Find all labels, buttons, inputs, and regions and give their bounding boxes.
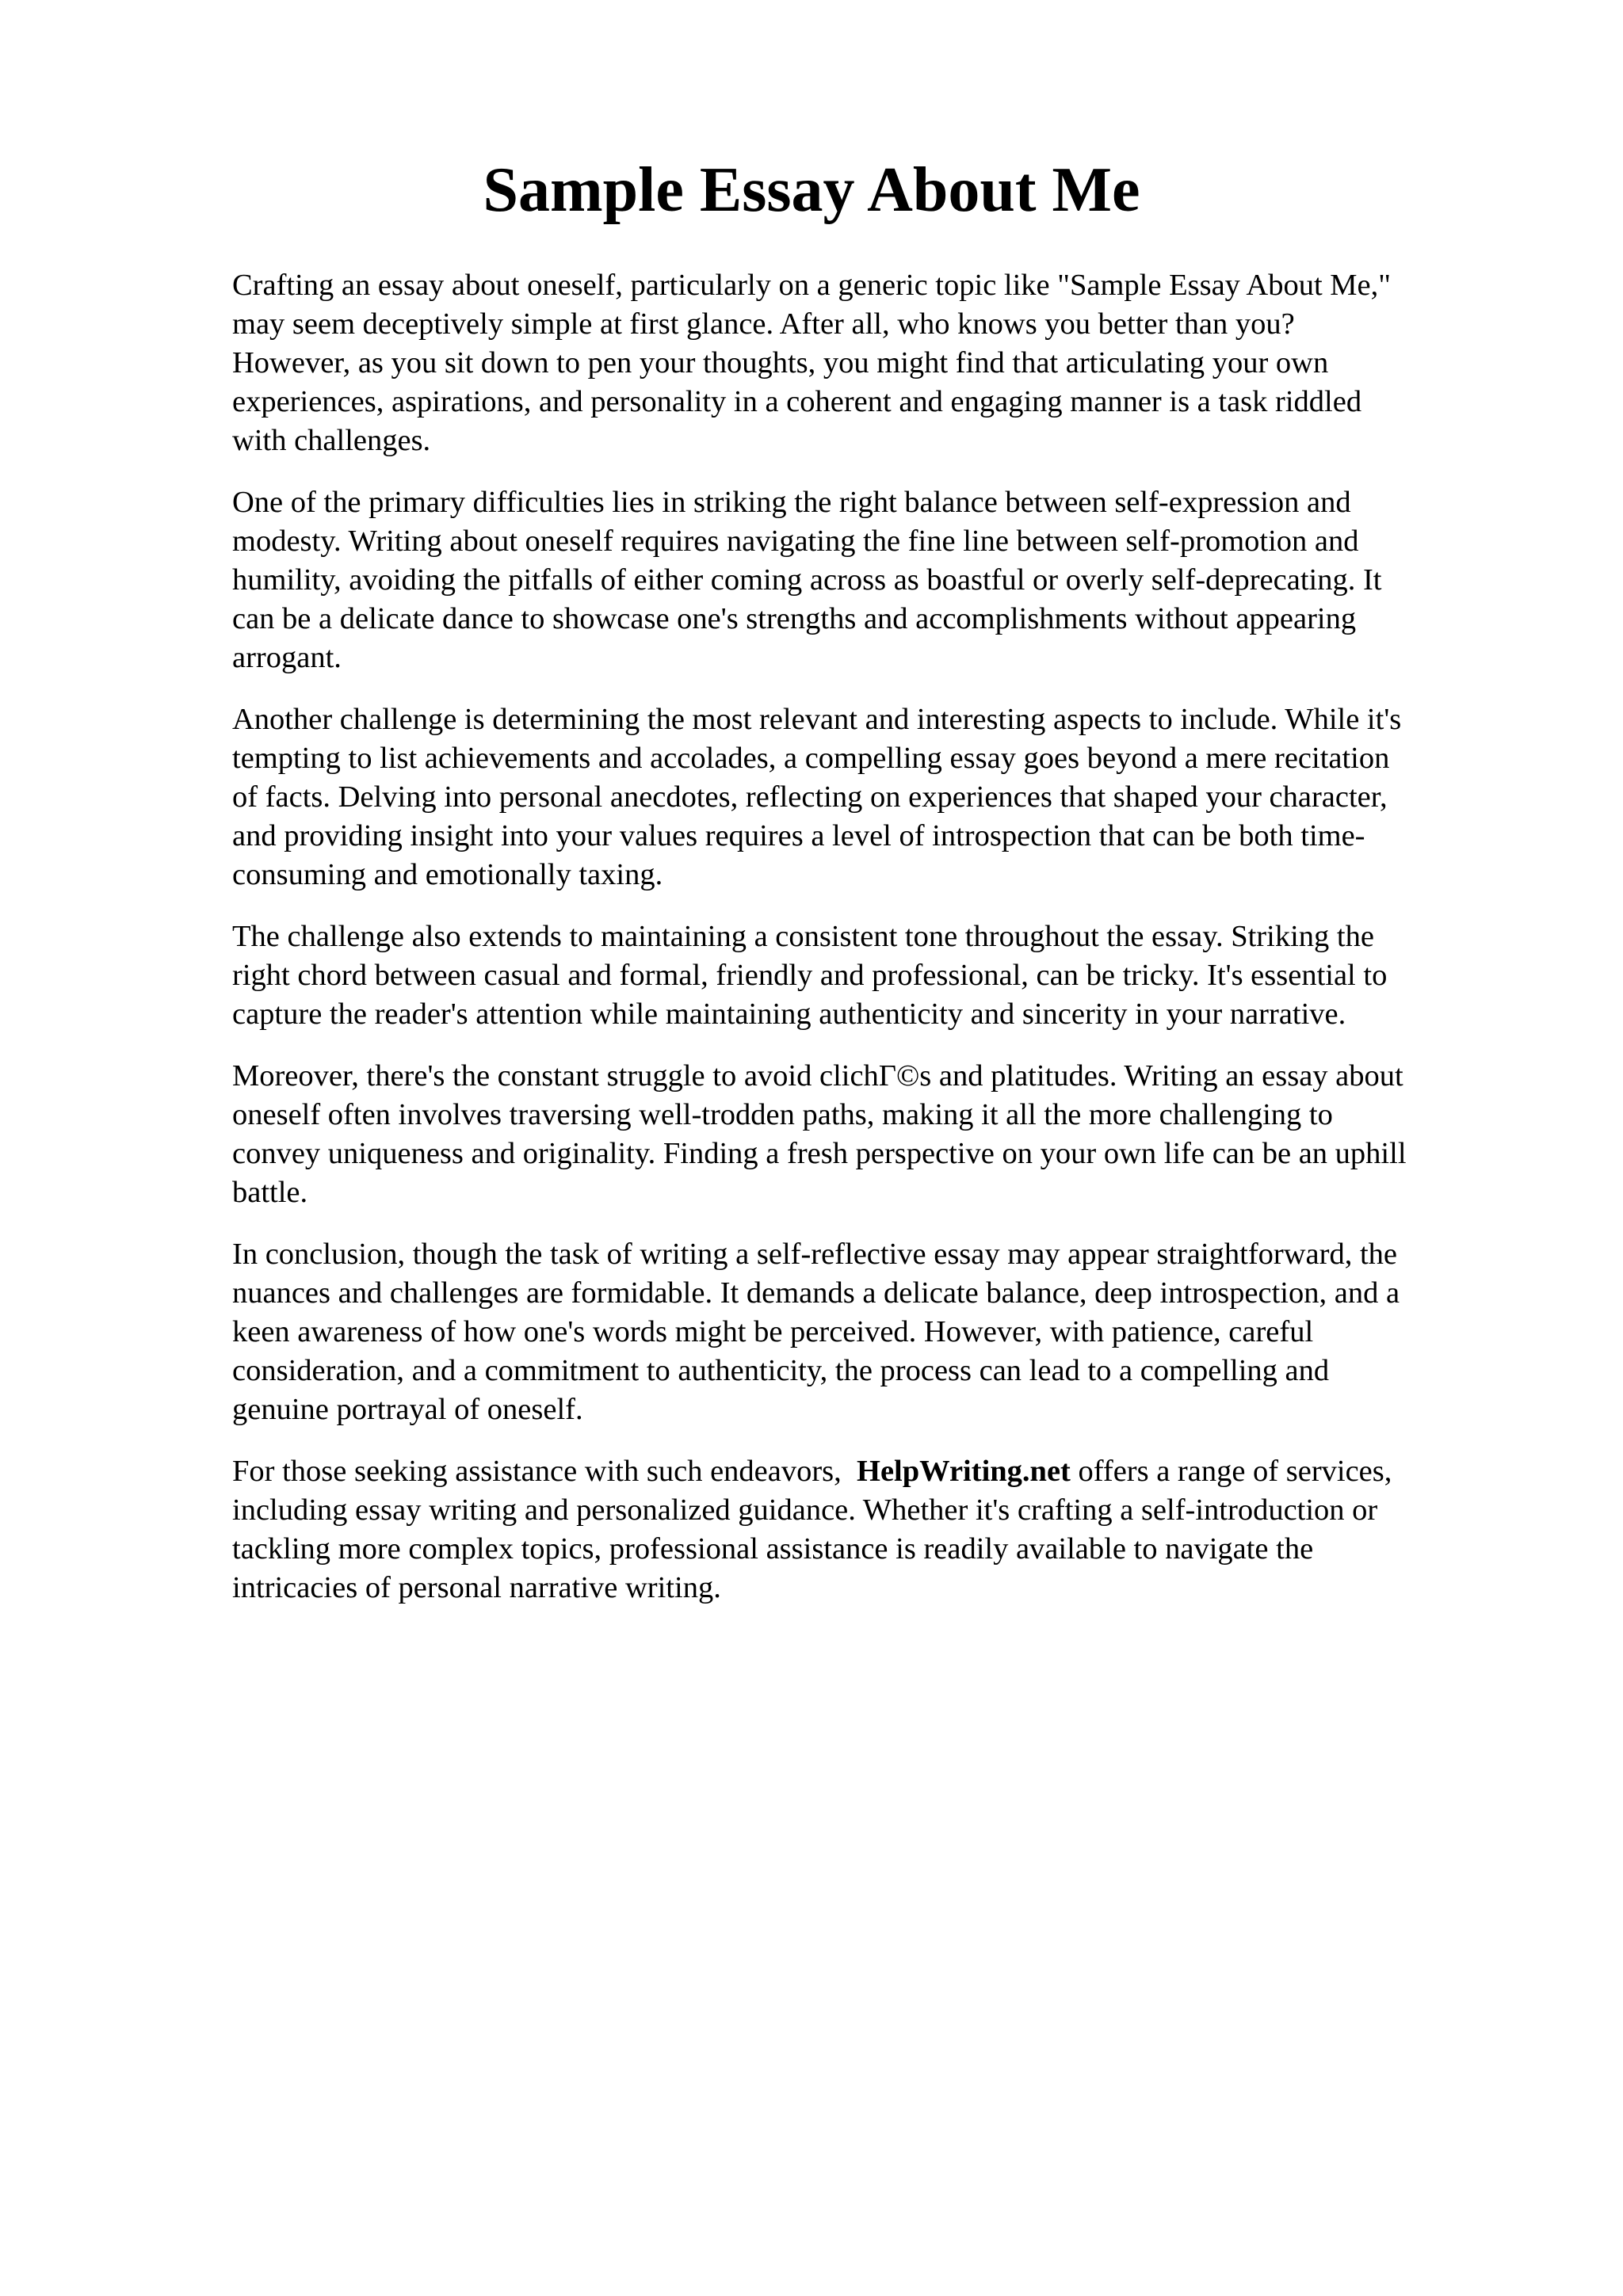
paragraph-2 bbox=[232, 483, 1524, 677]
text-line: with challenges. bbox=[232, 424, 431, 457]
paragraph-1 bbox=[232, 266, 1524, 460]
paragraph-6 bbox=[232, 1235, 1524, 1429]
text-line: tackling more complex topics, professional assistance is readily available to navigate the bbox=[232, 1532, 1314, 1566]
text-line: consuming and emotionally taxing. bbox=[232, 858, 663, 891]
text-line: including essay writing and personalized guidance. Whether it's crafting a self-introduction or bbox=[232, 1493, 1378, 1527]
text-line: tempting to list achievements and accolades, a compelling essay goes beyond a mere recitation bbox=[232, 742, 1390, 775]
text-line: humility, avoiding the pitfalls of either coming across as boastful or overly self-deprecating. It bbox=[232, 563, 1382, 597]
text-line: nuances and challenges are formidable. It demands a delicate balance, deep introspection, and a bbox=[232, 1276, 1400, 1310]
text-fragment: offers a range of services, bbox=[1078, 1455, 1392, 1488]
paragraph-7 bbox=[232, 1452, 1524, 1608]
text-line: of facts. Delving into personal anecdotes, reflecting on experiences that shaped your character, bbox=[232, 780, 1388, 814]
text-line: capture the reader's attention while maintaining authenticity and sincerity in your narrative. bbox=[232, 997, 1346, 1031]
essay-body bbox=[232, 266, 1524, 1630]
text-line: convey uniqueness and originality. Finding a fresh perspective on your own life can be an uphill bbox=[232, 1137, 1407, 1170]
text-line: However, as you sit down to pen your thoughts, you might find that articulating your own bbox=[232, 346, 1329, 379]
text-line: In conclusion, though the task of writing a self-reflective essay may appear straightforward, the bbox=[232, 1238, 1397, 1271]
text-line: Moreover, there's the constant struggle to avoid clichГ©s and platitudes. Writing an essay about bbox=[232, 1059, 1403, 1093]
text-line: genuine portrayal of oneself. bbox=[232, 1393, 583, 1426]
text-line: right chord between casual and formal, friendly and professional, can be tricky. It's essential to bbox=[232, 959, 1388, 992]
text-line: intricacies of personal narrative writing. bbox=[232, 1571, 721, 1604]
text-line: may seem deceptively simple at first glance. After all, who knows you better than you? bbox=[232, 307, 1295, 341]
text-line: arrogant. bbox=[232, 641, 342, 674]
text-line-with-link bbox=[232, 1452, 1524, 1491]
text-line: keen awareness of how one's words might be perceived. However, with patience, careful bbox=[232, 1315, 1314, 1348]
paragraph-4 bbox=[232, 917, 1524, 1034]
document-title: Sample Essay About Me bbox=[483, 155, 1140, 225]
text-fragment: For those seeking assistance with such endeavors, bbox=[232, 1455, 842, 1488]
text-line: Crafting an essay about oneself, particularly on a generic topic like "Sample Essay About Me," bbox=[232, 269, 1391, 302]
text-line: consideration, and a commitment to authenticity, the process can lead to a compelling and bbox=[232, 1354, 1330, 1387]
text-line: battle. bbox=[232, 1176, 308, 1209]
helpwriting-link[interactable]: HelpWriting.net bbox=[857, 1455, 1071, 1488]
text-line: oneself often involves traversing well-trodden paths, making it all the more challenging to bbox=[232, 1098, 1333, 1131]
text-line: The challenge also extends to maintaining a consistent tone throughout the essay. Striking the bbox=[232, 920, 1374, 953]
text-line: Another challenge is determining the most relevant and interesting aspects to include. While it's bbox=[232, 703, 1402, 736]
text-line: experiences, aspirations, and personality in a coherent and engaging manner is a task riddled bbox=[232, 385, 1362, 418]
text-line: One of the primary difficulties lies in striking the right balance between self-expression and bbox=[232, 486, 1351, 519]
text-line: and providing insight into your values requires a level of introspection that can be both time- bbox=[232, 819, 1365, 852]
paragraph-5 bbox=[232, 1057, 1524, 1212]
text-line: modesty. Writing about oneself requires navigating the fine line between self-promotion and bbox=[232, 524, 1359, 558]
text-line: can be a delicate dance to showcase one's strengths and accomplishments without appearing bbox=[232, 602, 1357, 635]
paragraph-3 bbox=[232, 700, 1524, 894]
